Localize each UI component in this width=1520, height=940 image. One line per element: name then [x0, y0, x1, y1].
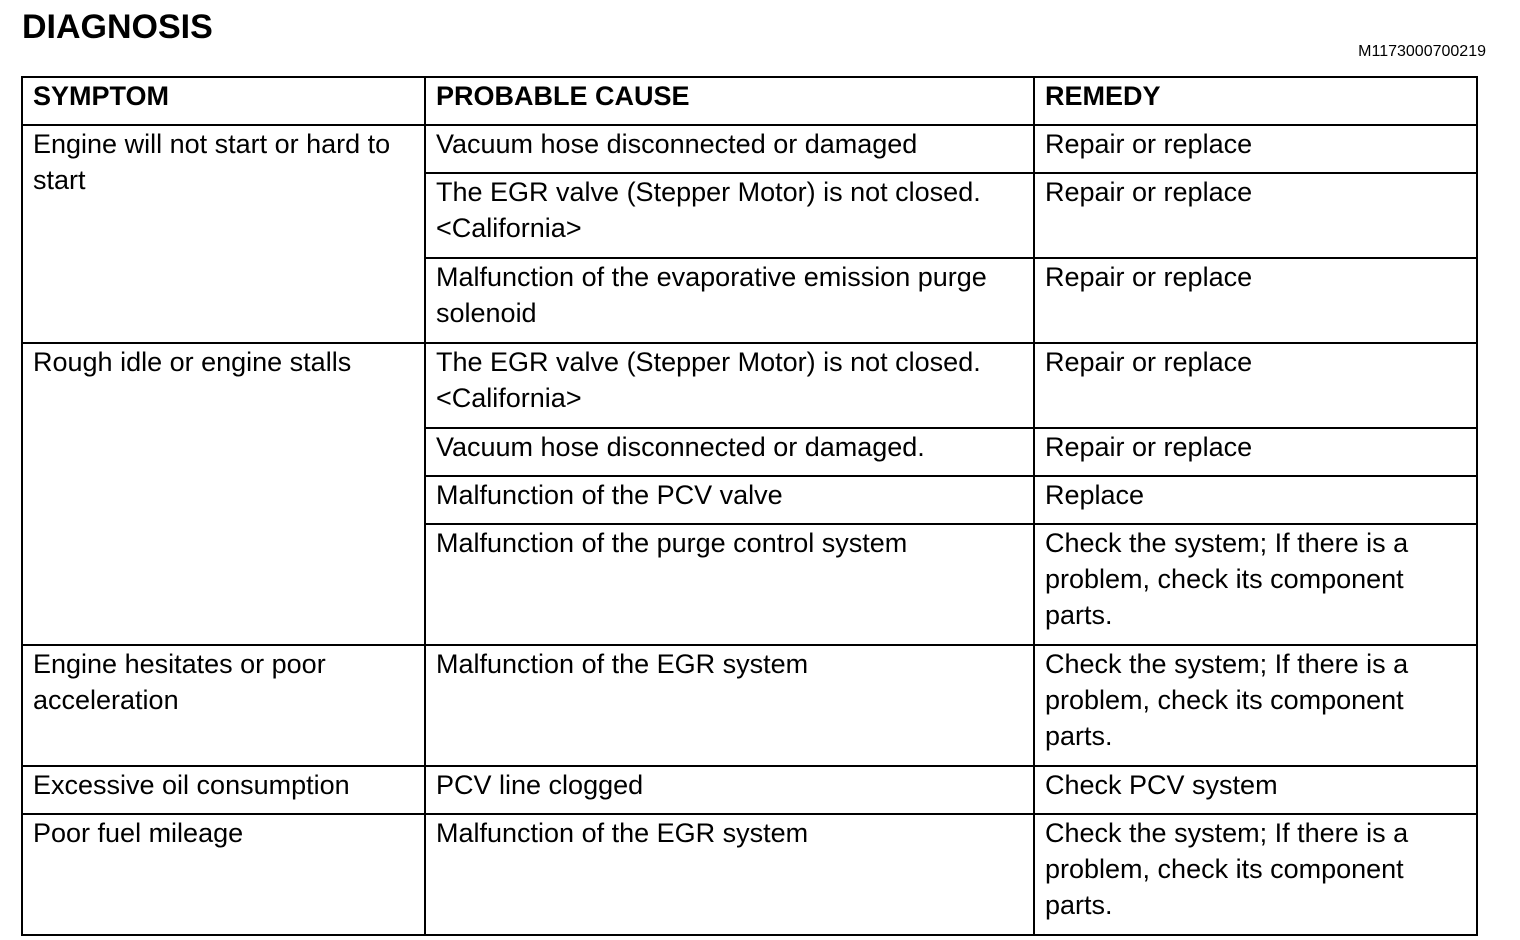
table-row	[22, 766, 1477, 814]
cause-cell: Vacuum hose disconnected or damaged	[425, 125, 1034, 173]
cause-cell: Vacuum hose disconnected or damaged.	[425, 428, 1034, 476]
cause-cell: Malfunction of the purge control system	[425, 524, 1034, 645]
remedy-cell: Check the system; If there is a problem, check its component parts.	[1034, 524, 1477, 645]
remedy-cell: Check PCV system	[1034, 766, 1477, 814]
cause-cell: Malfunction of the evaporative emission purge solenoid	[425, 258, 1034, 343]
symptom-cell: Poor fuel mileage	[22, 814, 425, 935]
cause-cell: Malfunction of the EGR system	[425, 814, 1034, 935]
diagnosis-table	[21, 76, 1478, 936]
remedy-cell: Repair or replace	[1034, 258, 1477, 343]
cause-cell: Malfunction of the PCV valve	[425, 476, 1034, 524]
remedy-cell: Check the system; If there is a problem, check its component parts.	[1034, 814, 1477, 935]
table-row	[22, 343, 1477, 428]
header-symptom: SYMPTOM	[22, 77, 425, 125]
cause-cell: Malfunction of the EGR system	[425, 645, 1034, 766]
header-row	[22, 77, 1477, 125]
cause-cell: The EGR valve (Stepper Motor) is not closed. <California>	[425, 343, 1034, 428]
symptom-cell: Rough idle or engine stalls	[22, 343, 425, 645]
header-remedy: REMEDY	[1034, 77, 1477, 125]
remedy-cell: Replace	[1034, 476, 1477, 524]
page-title: DIAGNOSIS	[22, 8, 213, 46]
table-row	[22, 645, 1477, 766]
table-row	[22, 125, 1477, 173]
header-probable-cause: PROBABLE CAUSE	[425, 77, 1034, 125]
remedy-cell: Repair or replace	[1034, 125, 1477, 173]
remedy-cell: Check the system; If there is a problem, check its component parts.	[1034, 645, 1477, 766]
remedy-cell: Repair or replace	[1034, 428, 1477, 476]
table-row	[22, 814, 1477, 935]
symptom-cell: Engine hesitates or poor acceleration	[22, 645, 425, 766]
document-id: M1173000700219	[1358, 43, 1486, 60]
cause-cell: PCV line clogged	[425, 766, 1034, 814]
symptom-cell: Excessive oil consumption	[22, 766, 425, 814]
symptom-cell: Engine will not start or hard to start	[22, 125, 425, 343]
remedy-cell: Repair or replace	[1034, 173, 1477, 258]
cause-cell: The EGR valve (Stepper Motor) is not closed. <California>	[425, 173, 1034, 258]
remedy-cell: Repair or replace	[1034, 343, 1477, 428]
